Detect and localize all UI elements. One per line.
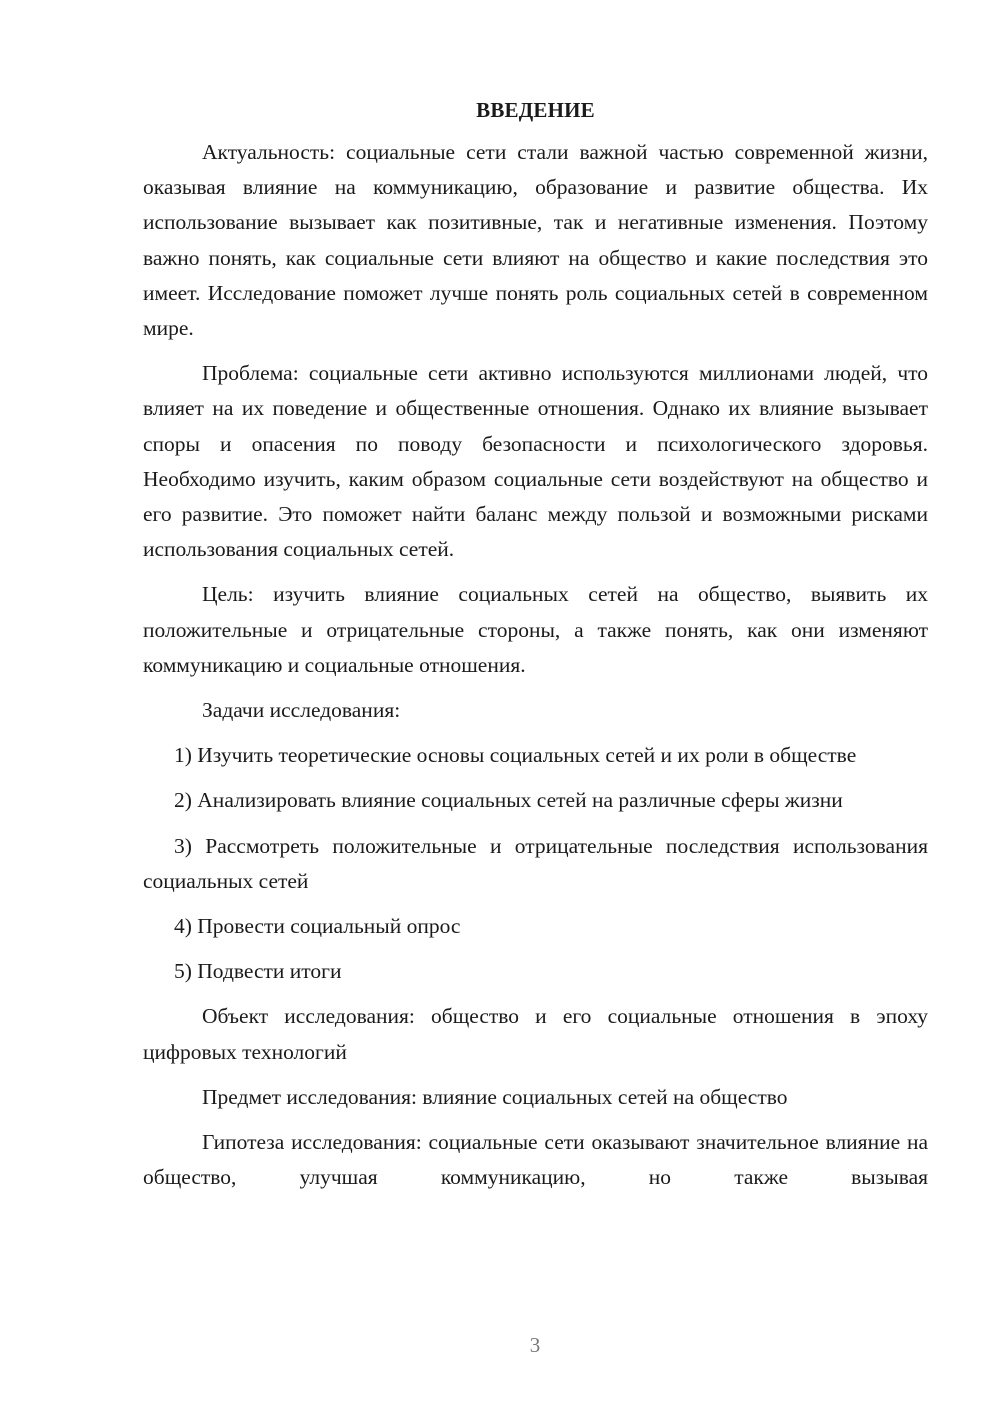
- paragraph-problem: Проблема: социальные сети активно используются миллионами людей, что влияет на их поведение и общественные отношения. Однако их влияние вызывает споры и опасения по поводу безопасности и психологического здоровья. Необходимо изучить, каким образом социальные сети воздействуют на общество и его развитие. Это поможет найти баланс между пользой и возможными рисками использования социальных сетей.: [143, 361, 928, 562]
- paragraph-goal: Цель: изучить влияние социальных сетей на общество, выявить их положительные и отрицательные стороны, а также понять, как они изменяют коммуникацию и социальные отношения.: [143, 582, 928, 677]
- page-number: 3: [529, 1333, 541, 1357]
- document-page: [143, 92, 928, 1205]
- document-title: ВВЕДЕНИЕ: [476, 98, 595, 122]
- tasks-heading: Задачи исследования:: [202, 698, 401, 723]
- paragraph-subject: Предмет исследования: влияние социальных сетей на общество: [202, 1084, 788, 1109]
- paragraph-object: Объект исследования: общество и его социальные отношения в эпоху цифровых технологий: [143, 1004, 928, 1064]
- task-item-4: 4) Провести социальный опрос: [174, 914, 461, 939]
- task-item-3: 3) Рассмотреть положительные и отрицательные последствия использования социальных сетей: [143, 833, 928, 893]
- paragraph-hypothesis: Гипотеза исследования: социальные сети оказывают значительное влияние на общество, улучшая коммуникацию, но также вызывая: [143, 1130, 928, 1190]
- task-item-5: 5) Подвести итоги: [174, 959, 342, 984]
- task-item-2: 2) Анализировать влияние социальных сетей на различные сферы жизни: [174, 788, 843, 813]
- paragraph-relevance: Актуальность: социальные сети стали важной частью современной жизни, оказывая влияние на коммуникацию, образование и развитие общества. Их использование вызывает как позитивные, так и негативные изменения. Поэтому важно понять, как социальные сети влияют на общество и какие последствия это имеет. Исследование поможет лучше понять роль социальных сетей в современном мире.: [143, 140, 928, 341]
- task-item-1: 1) Изучить теоретические основы социальных сетей и их роли в обществе: [174, 743, 857, 768]
